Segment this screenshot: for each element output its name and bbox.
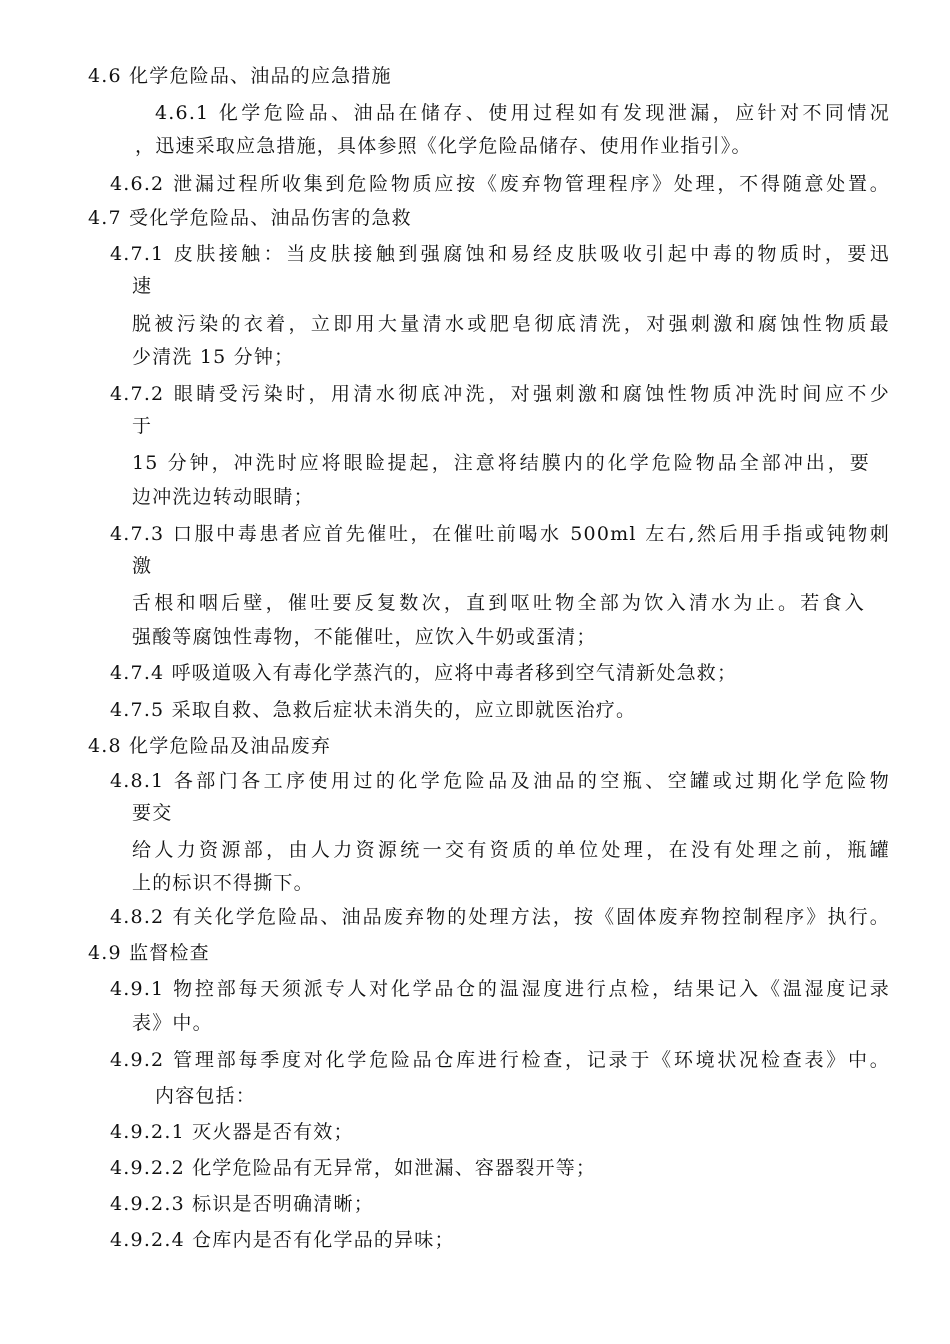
clause-4-7-5: 4.7.5 采取自救、急救后症状未消失的，应立即就医治疗。: [110, 699, 637, 721]
section-heading-4-8: 4.8 化学危险品及油品废弃: [88, 735, 332, 757]
clause-4-8-1-cont: 上的标识不得撕下。: [132, 872, 314, 894]
clause-4-9-2-cont: 内容包括：: [155, 1085, 257, 1107]
item-4-9-2-4: 4.9.2.4 仓库内是否有化学品的异味；: [110, 1229, 455, 1251]
clause-4-7-2-wrap: 于: [132, 415, 153, 437]
clause-4-8-1: 4.8.1 各部门各工序使用过的化学危险品及油品的空瓶、空罐或过期化学危险物: [110, 770, 890, 792]
clause-4-7-1: 4.7.1 皮肤接触：当皮肤接触到强腐蚀和易经皮肤吸收引起中毒的物质时，要迅: [110, 243, 890, 265]
item-4-9-2-2: 4.9.2.2 化学危险品有无异常，如泄漏、容器裂开等；: [110, 1157, 597, 1179]
clause-4-6-2: 4.6.2 泄漏过程所收集到危险物质应按《废弃物管理程序》处理，不得随意处置。: [110, 173, 890, 195]
section-heading-4-7: 4.7 受化学危险品、油品伤害的急救: [88, 207, 412, 229]
clause-4-7-2-cont: 15 分钟，冲洗时应将眼睑提起，注意将结膜内的化学危险物品全部冲出，要: [132, 452, 870, 474]
clause-4-7-3: 4.7.3 口服中毒患者应首先催吐，在催吐前喝水 500ml 左右,然后用手指或钝物刺: [110, 523, 890, 545]
clause-4-7-4: 4.7.4 呼吸道吸入有毒化学蒸汽的，应将中毒者移到空气清新处急救；: [110, 662, 738, 684]
section-heading-4-6: 4.6 化学危险品、油品的应急措施: [88, 65, 392, 87]
clause-4-6-1: 4.6.1 化学危险品、油品在储存、使用过程如有发现泄漏，应针对不同情况: [155, 102, 890, 124]
clause-4-6-1-cont: ，迅速采取应急措施，具体参照《化学危险品储存、使用作业指引》。: [135, 135, 752, 157]
clause-4-8-2: 4.8.2 有关化学危险品、油品废弃物的处理方法，按《固体废弃物控制程序》执行。: [110, 906, 890, 928]
clause-4-7-3-cont: 舌根和咽后壁，催吐要反复数次，直到呕吐物全部为饮入清水为止。若食入: [132, 592, 865, 614]
clause-4-9-1-cont: 表》中。: [132, 1012, 213, 1034]
clause-4-7-2-cont: 边冲洗边转动眼睛；: [132, 486, 314, 508]
clause-4-7-1-wrap: 速: [132, 275, 153, 297]
clause-4-7-1-cont: 脱被污染的衣着，立即用大量清水或肥皂彻底清洗，对强刺激和腐蚀性物质最: [132, 313, 890, 335]
section-heading-4-9: 4.9 监督检查: [88, 942, 210, 964]
clause-4-8-1-wrap: 要交: [132, 802, 173, 824]
clause-4-7-3-cont: 强酸等腐蚀性毒物，不能催吐，应饮入牛奶或蛋清；: [132, 626, 597, 648]
clause-4-7-3-wrap: 激: [132, 555, 153, 577]
clause-4-7-1-cont: 少清洗 15 分钟；: [132, 346, 295, 368]
item-4-9-2-1: 4.9.2.1 灭火器是否有效；: [110, 1121, 354, 1143]
item-4-9-2-3: 4.9.2.3 标识是否明确清晰；: [110, 1193, 374, 1215]
clause-4-7-2: 4.7.2 眼睛受污染时，用清水彻底冲洗，对强刺激和腐蚀性物质冲洗时间应不少: [110, 383, 890, 405]
clause-4-9-1: 4.9.1 物控部每天须派专人对化学品仓的温湿度进行点检，结果记入《温湿度记录: [110, 978, 890, 1000]
clause-4-8-1-cont: 给人力资源部，由人力资源统一交有资质的单位处理，在没有处理之前，瓶罐: [132, 839, 890, 861]
clause-4-9-2: 4.9.2 管理部每季度对化学危险品仓库进行检查，记录于《环境状况检查表》中。: [110, 1049, 890, 1071]
